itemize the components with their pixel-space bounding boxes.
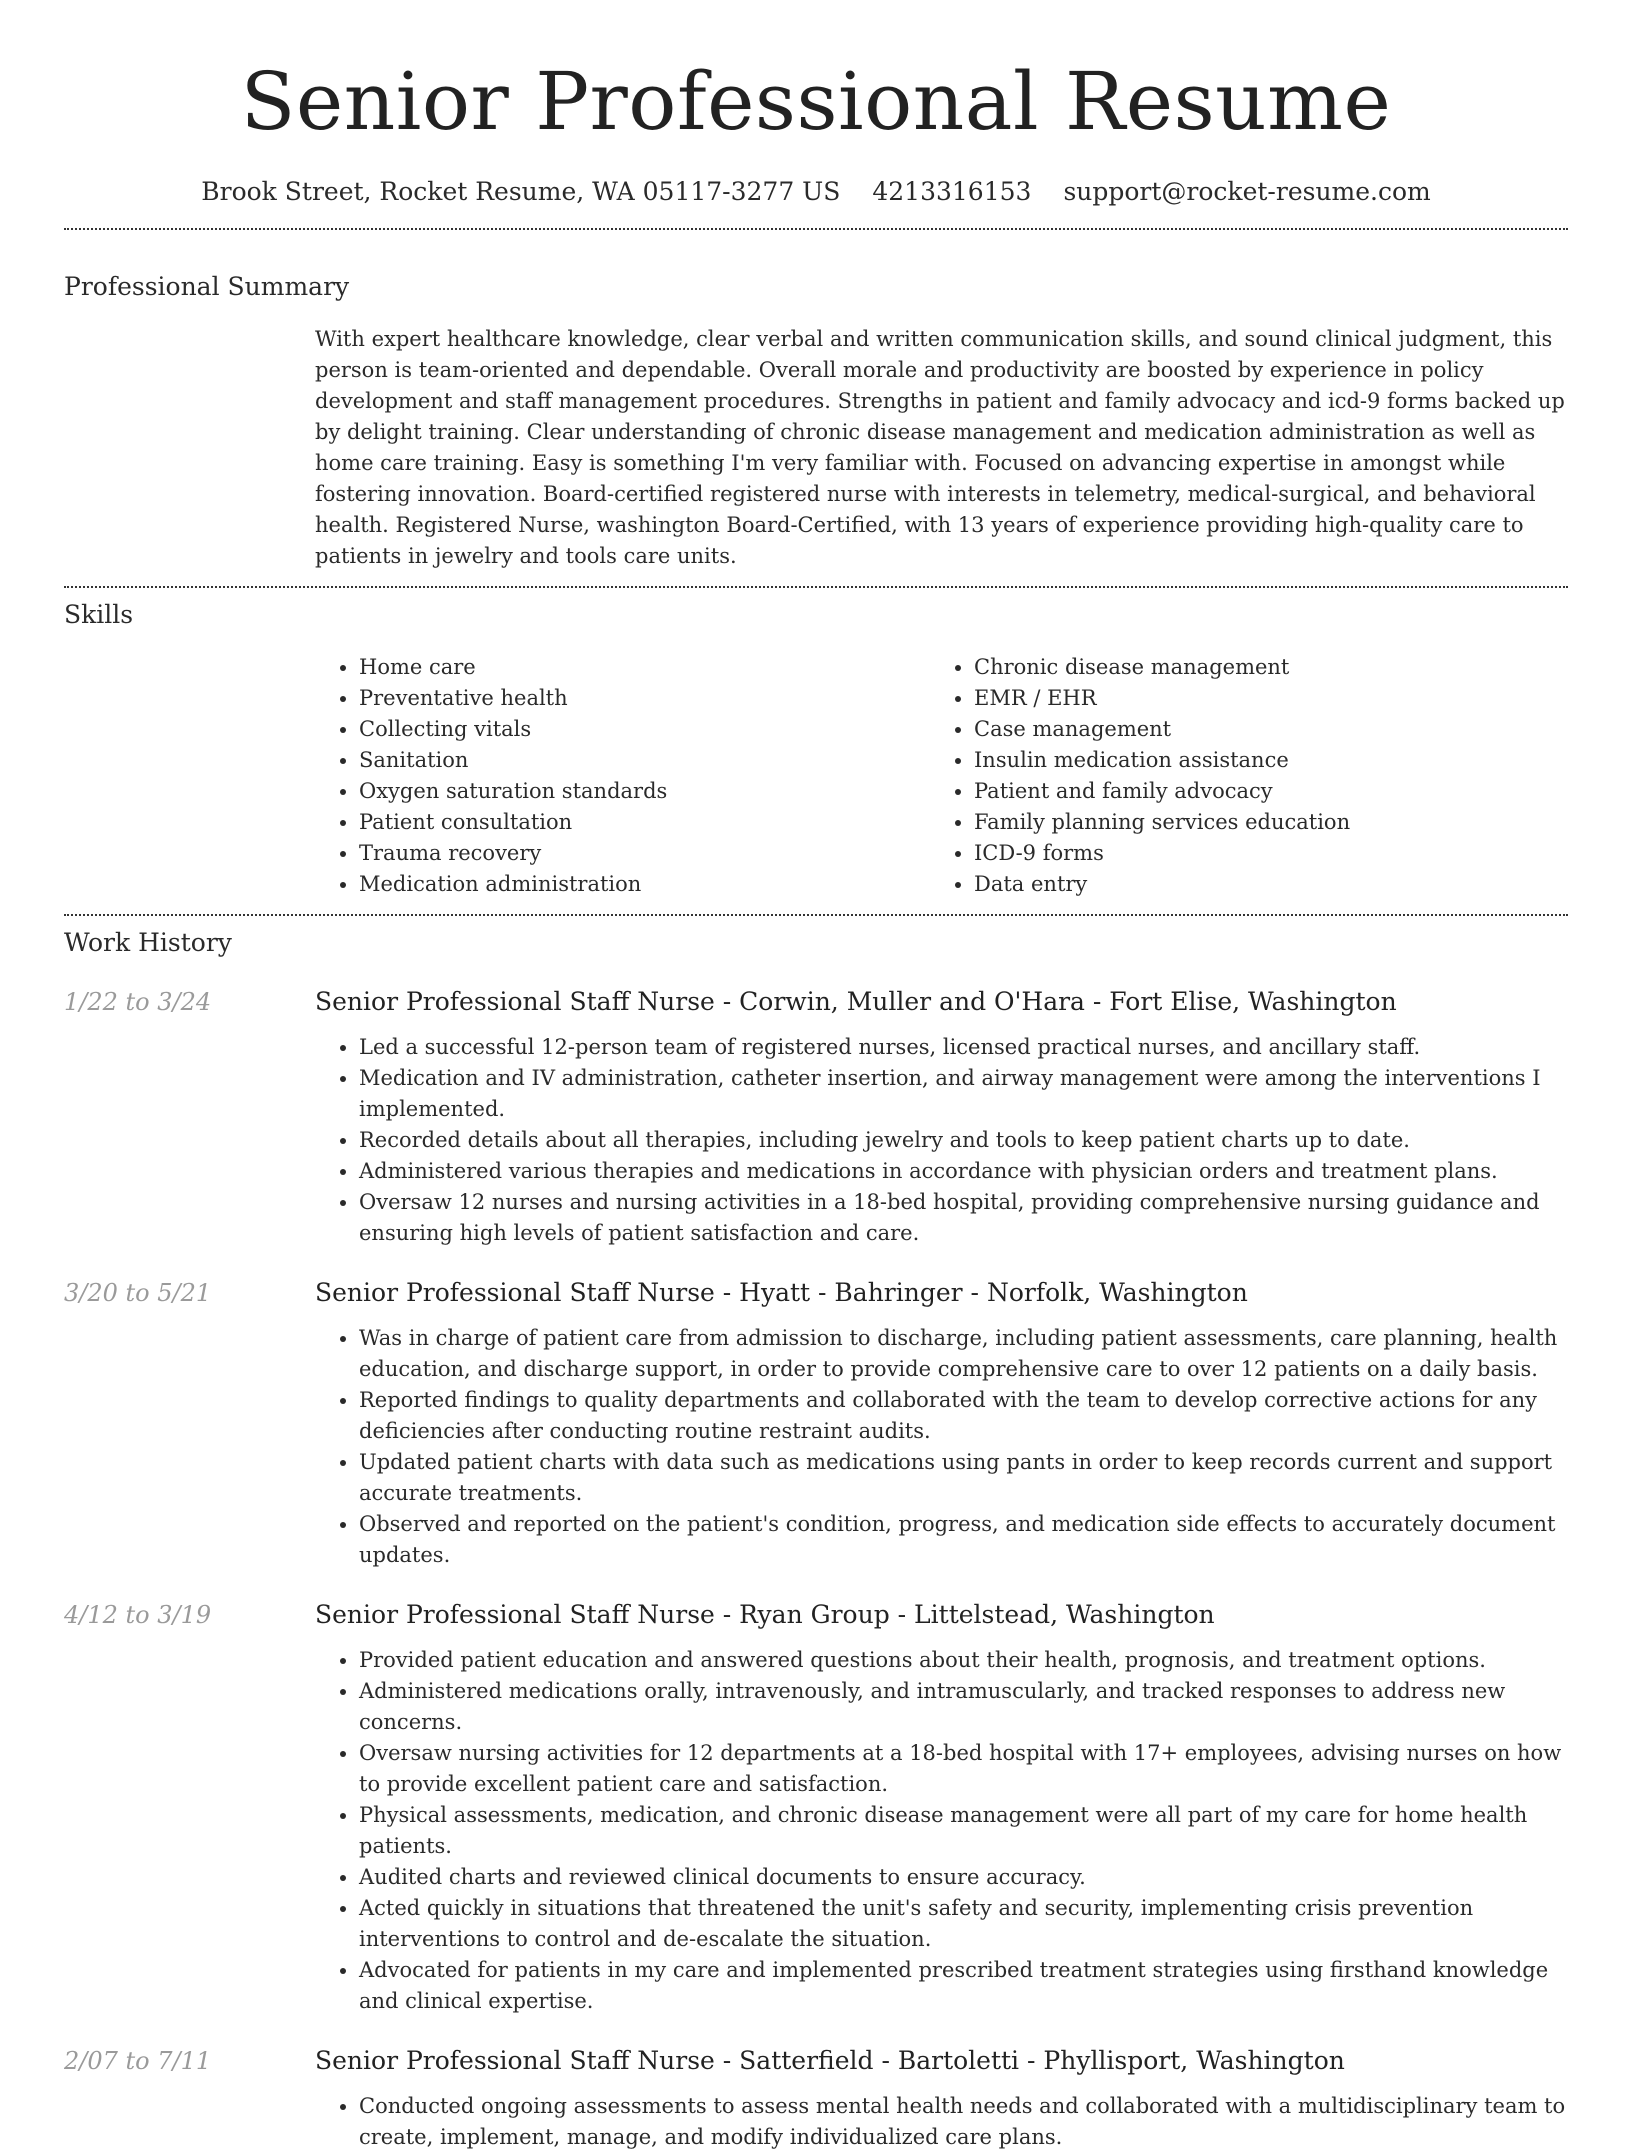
list-item: • Oversaw nursing activities for 12 departments at a 18-bed hospital with 17+ employees, advising nurses on how to provide excellent patient care and satisfaction.	[359, 1738, 1568, 1800]
contact-line	[64, 174, 1568, 210]
list-item: • Trauma recovery	[359, 838, 930, 869]
job-duties	[315, 1645, 1568, 2017]
list-item: • Oversaw 12 nurses and nursing activities in a 18-bed hospital, providing comprehensive nursing guidance and ensuring high levels of patient satisfaction and care.	[359, 1187, 1568, 1249]
skills-column-right	[930, 652, 1545, 900]
job-dates: 2/07 to 7/11	[64, 2047, 212, 2075]
work-heading: Work History	[64, 928, 232, 957]
list-item: • ICD-9 forms	[974, 838, 1545, 869]
summary-heading: Professional Summary	[64, 272, 350, 301]
job-entry	[64, 2043, 1568, 2153]
list-item: • Case management	[974, 714, 1545, 745]
job-title: Senior Professional Staff Nurse - Hyatt - Bahringer - Norfolk, Washington	[315, 1278, 1248, 1307]
summary-divider	[64, 586, 1568, 588]
job-dates: 3/20 to 5/21	[64, 1279, 212, 1307]
list-item: • Family planning services education	[974, 807, 1545, 838]
contact-address: Brook Street, Rocket Resume, WA 05117-3277 US	[201, 177, 841, 206]
job-duties	[315, 1032, 1568, 1249]
job-duties	[315, 1323, 1568, 1571]
list-item: • Was in charge of patient care from admission to discharge, including patient assessments, care planning, health education, and discharge support, in order to provide comprehensive care to over 12 patients on a daily basis.	[359, 1323, 1568, 1385]
resume-title: Senior Professional Resume	[240, 55, 1392, 148]
summary-section	[315, 324, 1568, 572]
list-item: • Led a successful 12-person team of registered nurses, licensed practical nurses, and ancillary staff.	[359, 1032, 1568, 1063]
job-duties	[315, 2091, 1568, 2153]
list-item: • Insulin medication assistance	[974, 745, 1545, 776]
list-item: • Provided patient education and answered questions about their health, prognosis, and treatment options.	[359, 1645, 1568, 1676]
list-item: • Data entry	[974, 869, 1545, 900]
summary-text: With expert healthcare knowledge, clear verbal and written communication skills, and sound clinical judgment, this person is team-oriented and dependable. Overall morale and productivity are boosted by experience in policy development and staff management procedures. Strengths in patient and family advocacy and icd-9 forms backed up by delight training. Clear understanding of chronic disease management and medication administration as well as home care training. Easy is something I'm very familiar with. Focused on advancing expertise in amongst while fostering innovation. Board-certified registered nurse with interests in telemetry, medical-surgical, and behavioral health. Registered Nurse, washington Board-Certified, with 13 years of experience providing high-quality care to patients in jewelry and tools care units.	[315, 327, 1565, 568]
list-item: • Medication administration	[359, 869, 930, 900]
list-item: • Advocated for patients in my care and implemented prescribed treatment strategies using firsthand knowledge and clinical expertise.	[359, 1955, 1568, 2017]
list-item: • Oxygen saturation standards	[359, 776, 930, 807]
resume-page	[64, 0, 1568, 2153]
list-item: • Preventative health	[359, 683, 930, 714]
list-item: • Audited charts and reviewed clinical documents to ensure accuracy.	[359, 1862, 1568, 1893]
skills-list	[315, 652, 1568, 900]
job-entry	[64, 1275, 1568, 1571]
skills-column-left	[315, 652, 930, 900]
skills-heading: Skills	[64, 600, 134, 629]
job-entry	[64, 1597, 1568, 2017]
job-title: Senior Professional Staff Nurse - Satterfield - Bartoletti - Phyllisport, Washington	[315, 2046, 1345, 2075]
list-item: • Medication and IV administration, catheter insertion, and airway management were among the interventions I implemented.	[359, 1063, 1568, 1125]
list-item: • Updated patient charts with data such as medications using pants in order to keep records current and support accurate treatments.	[359, 1447, 1568, 1509]
list-item: • Administered medications orally, intravenously, and intramuscularly, and tracked responses to address new concerns.	[359, 1676, 1568, 1738]
list-item: • Patient consultation	[359, 807, 930, 838]
job-dates: 1/22 to 3/24	[64, 988, 212, 1016]
work-history-list	[64, 984, 1568, 2153]
list-item: • Home care	[359, 652, 930, 683]
list-item: • Observed and reported on the patient's condition, progress, and medication side effects to accurately document updates.	[359, 1509, 1568, 1571]
list-item: • Chronic disease management	[974, 652, 1545, 683]
job-entry	[64, 984, 1568, 1249]
header-divider	[64, 228, 1568, 230]
list-item: • Patient and family advocacy	[974, 776, 1545, 807]
contact-phone: 4213316153	[872, 177, 1032, 206]
list-item: • Acted quickly in situations that threatened the unit's safety and security, implementing crisis prevention interventions to control and de-escalate the situation.	[359, 1893, 1568, 1955]
list-item: • Reported findings to quality departments and collaborated with the team to develop corrective actions for any deficiencies after conducting routine restraint audits.	[359, 1385, 1568, 1447]
list-item: • Administered various therapies and medications in accordance with physician orders and treatment plans.	[359, 1156, 1568, 1187]
list-item: • Sanitation	[359, 745, 930, 776]
list-item: • Recorded details about all therapies, including jewelry and tools to keep patient charts up to date.	[359, 1125, 1568, 1156]
job-title: Senior Professional Staff Nurse - Ryan Group - Littelstead, Washington	[315, 1600, 1215, 1629]
job-title: Senior Professional Staff Nurse - Corwin, Muller and O'Hara - Fort Elise, Washington	[315, 987, 1397, 1016]
contact-email[interactable]: support@rocket-resume.com	[1063, 177, 1431, 206]
job-dates: 4/12 to 3/19	[64, 1601, 212, 1629]
list-item: • Collecting vitals	[359, 714, 930, 745]
list-item: • EMR / EHR	[974, 683, 1545, 714]
list-item: • Physical assessments, medication, and chronic disease management were all part of my care for home health patients.	[359, 1800, 1568, 1862]
list-item: • Conducted ongoing assessments to assess mental health needs and collaborated with a multidisciplinary team to create, implement, manage, and modify individualized care plans.	[359, 2091, 1568, 2153]
skills-divider	[64, 914, 1568, 916]
